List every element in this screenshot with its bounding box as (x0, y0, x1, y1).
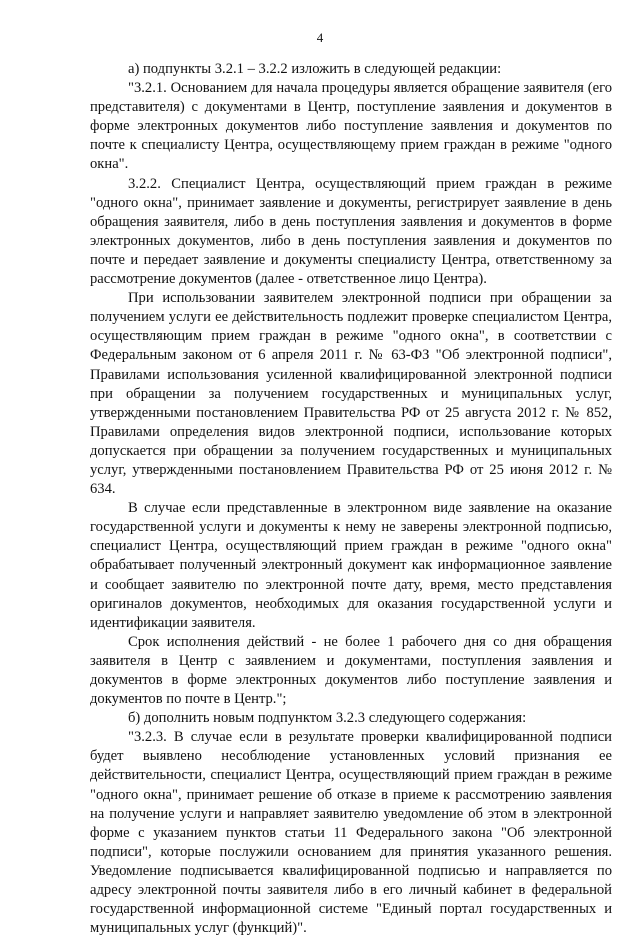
paragraph-amendment-a: а) подпункты 3.2.1 – 3.2.2 изложить в следующей редакции: (128, 61, 502, 77)
paragraph-deadline: Срок исполнения действий - не более 1 рабочего дня со дня обращения заявителя в Центр с заявлением и документами, поступления заявления и документов в форме электронных документов либо поступление заявления и документов по почте в Центр."; (90, 633, 612, 708)
document-body (90, 60, 612, 938)
paragraph-unsigned-documents: В случае если представленные в электронном виде заявление на оказание государственной услуги и документы к нему не заверены электронной подписью, специалист Центра, осуществляющий прием граждан в режиме "одного окна" обрабатывает полученный электронный документ как информационное заявление и сообщает заявителю по электронной почте дату, время, место представления оригиналов документов, необходимых для оказания государственной услуги и идентификации заявителя. (90, 500, 612, 631)
paragraph-3-2-2: 3.2.2. Специалист Центра, осуществляющий прием граждан в режиме "одного окна", принимает заявление и документы, регистрирует заявление в день обращения заявителя, либо в день поступления заявления и документов в форме электронных документов, либо в день поступления заявления и документов по почте и передает заявление и документы специалисту Центра, ответственному за рассмотрение документов (далее - ответственное лицо Центра). (90, 175, 612, 288)
page-number: 4 (316, 30, 324, 45)
paragraph-amendment-b: б) дополнить новым подпунктом 3.2.3 следующего содержания: (128, 710, 527, 727)
paragraph-electronic-signature: При использовании заявителем электронной подписи при обращении за получением услуги ее действительность подлежит проверке специалистом Центра, осуществляющим прием граждан в режиме "одного окна", в соответствии с Федеральным законом от 6 апреля 2011 г. № 63-ФЗ "Об электронной подписи", Правилами использования усиленной квалифицированной электронной подписи при обращении за получением государственных и муниципальных услуг, утвержденными постановлением Правительства РФ от 25 августа 2012 г. № 852, Правилами определения видов электронной подписи, использование которых допускается при обращении за получением государственных и муниципальных услуг, утвержденными постановлением Правительства РФ от 25 июня 2012 г. № 634. (90, 290, 612, 498)
paragraph-3-2-3: "3.2.3. В случае если в результате проверки квалифицированной подписи будет выявлено несоблюдение установленных условий признания ее действительности, специалист Центра, осуществляющий прием граждан в режиме "одного окна", принимает решение об отказе в приеме к рассмотрению заявления на получение услуги и направляет заявителю уведомление об этом в электронной форме с указанием пунктов статьи 11 Федерального закона "Об электронной подписи", которые послужили основанием для принятия указанного решения. Уведомление подписывается квалифицированной подписью и направляется по адресу электронной почты заявителя либо в его личный кабинет в федеральной государственной информационной системе "Единый портал государственных и муниципальных услуг (функций)". (90, 729, 612, 937)
paragraph-3-2-1: "3.2.1. Основанием для начала процедуры является обращение заявителя (его представителя) с документами в Центр, поступление заявления и документов в форме электронных документов либо поступление заявления и документов по почте к специалисту Центра, осуществляющему прием граждан в режиме "одного окна". (90, 80, 612, 173)
